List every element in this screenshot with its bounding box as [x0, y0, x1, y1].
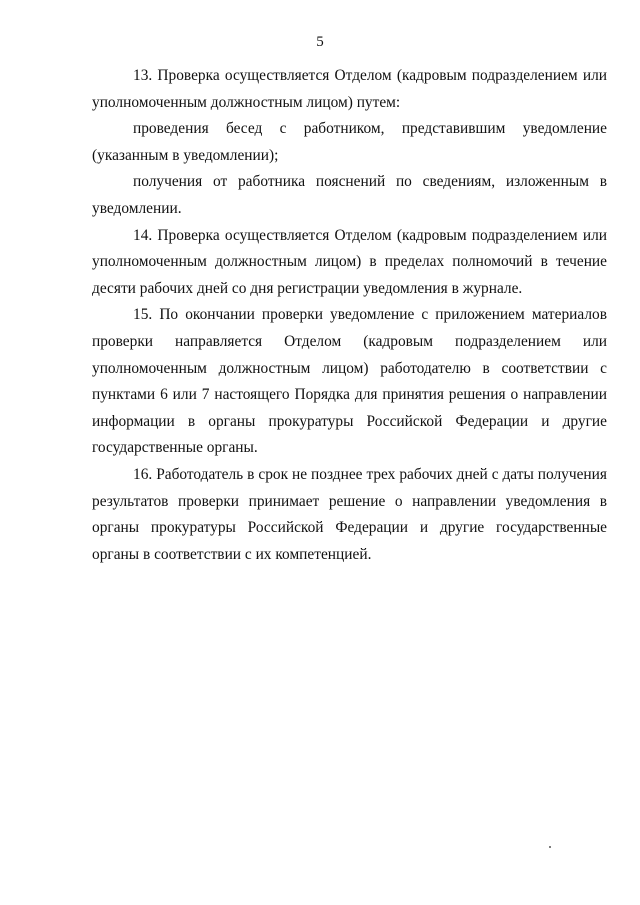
- paragraph-14: 14. Проверка осуществляется Отделом (кадровым подразделением или уполномоченным должностным лицом) в пределах полномочий в течение десяти рабочих дней со дня регистрации уведомления в журнале.: [92, 226, 607, 297]
- paragraph-16: 16. Работодатель в срок не позднее трех рабочих дней с даты получения результатов проверки принимает решение о направлении уведомления в органы прокуратуры Российской Федерации и другие государственные органы в соответствии с их компетенцией.: [92, 465, 607, 563]
- paragraph-13: 13. Проверка осуществляется Отделом (кадровым подразделением или уполномоченным должностным лицом) путем:: [92, 67, 607, 111]
- paragraph-13-item-explanations: получения от работника пояснений по сведениям, изложенным в уведомлении.: [92, 173, 607, 217]
- paragraph-15: 15. По окончании проверки уведомление с приложением материалов проверки направляется Отделом (кадровым подразделением или уполномоченным должностным лицом) работодателю в соответствии с пунктами 6 или 7 настоящего Порядка для принятия решения о направлении информации в органы прокуратуры Российской Федерации и другие государственные органы.: [92, 306, 607, 457]
- paragraph-13-item-conversations: проведения бесед с работником, представившим уведомление (указанным в уведомлении);: [92, 120, 607, 164]
- page-number: 5: [316, 34, 324, 50]
- document-body: [92, 63, 607, 568]
- scan-artifact: [549, 846, 551, 848]
